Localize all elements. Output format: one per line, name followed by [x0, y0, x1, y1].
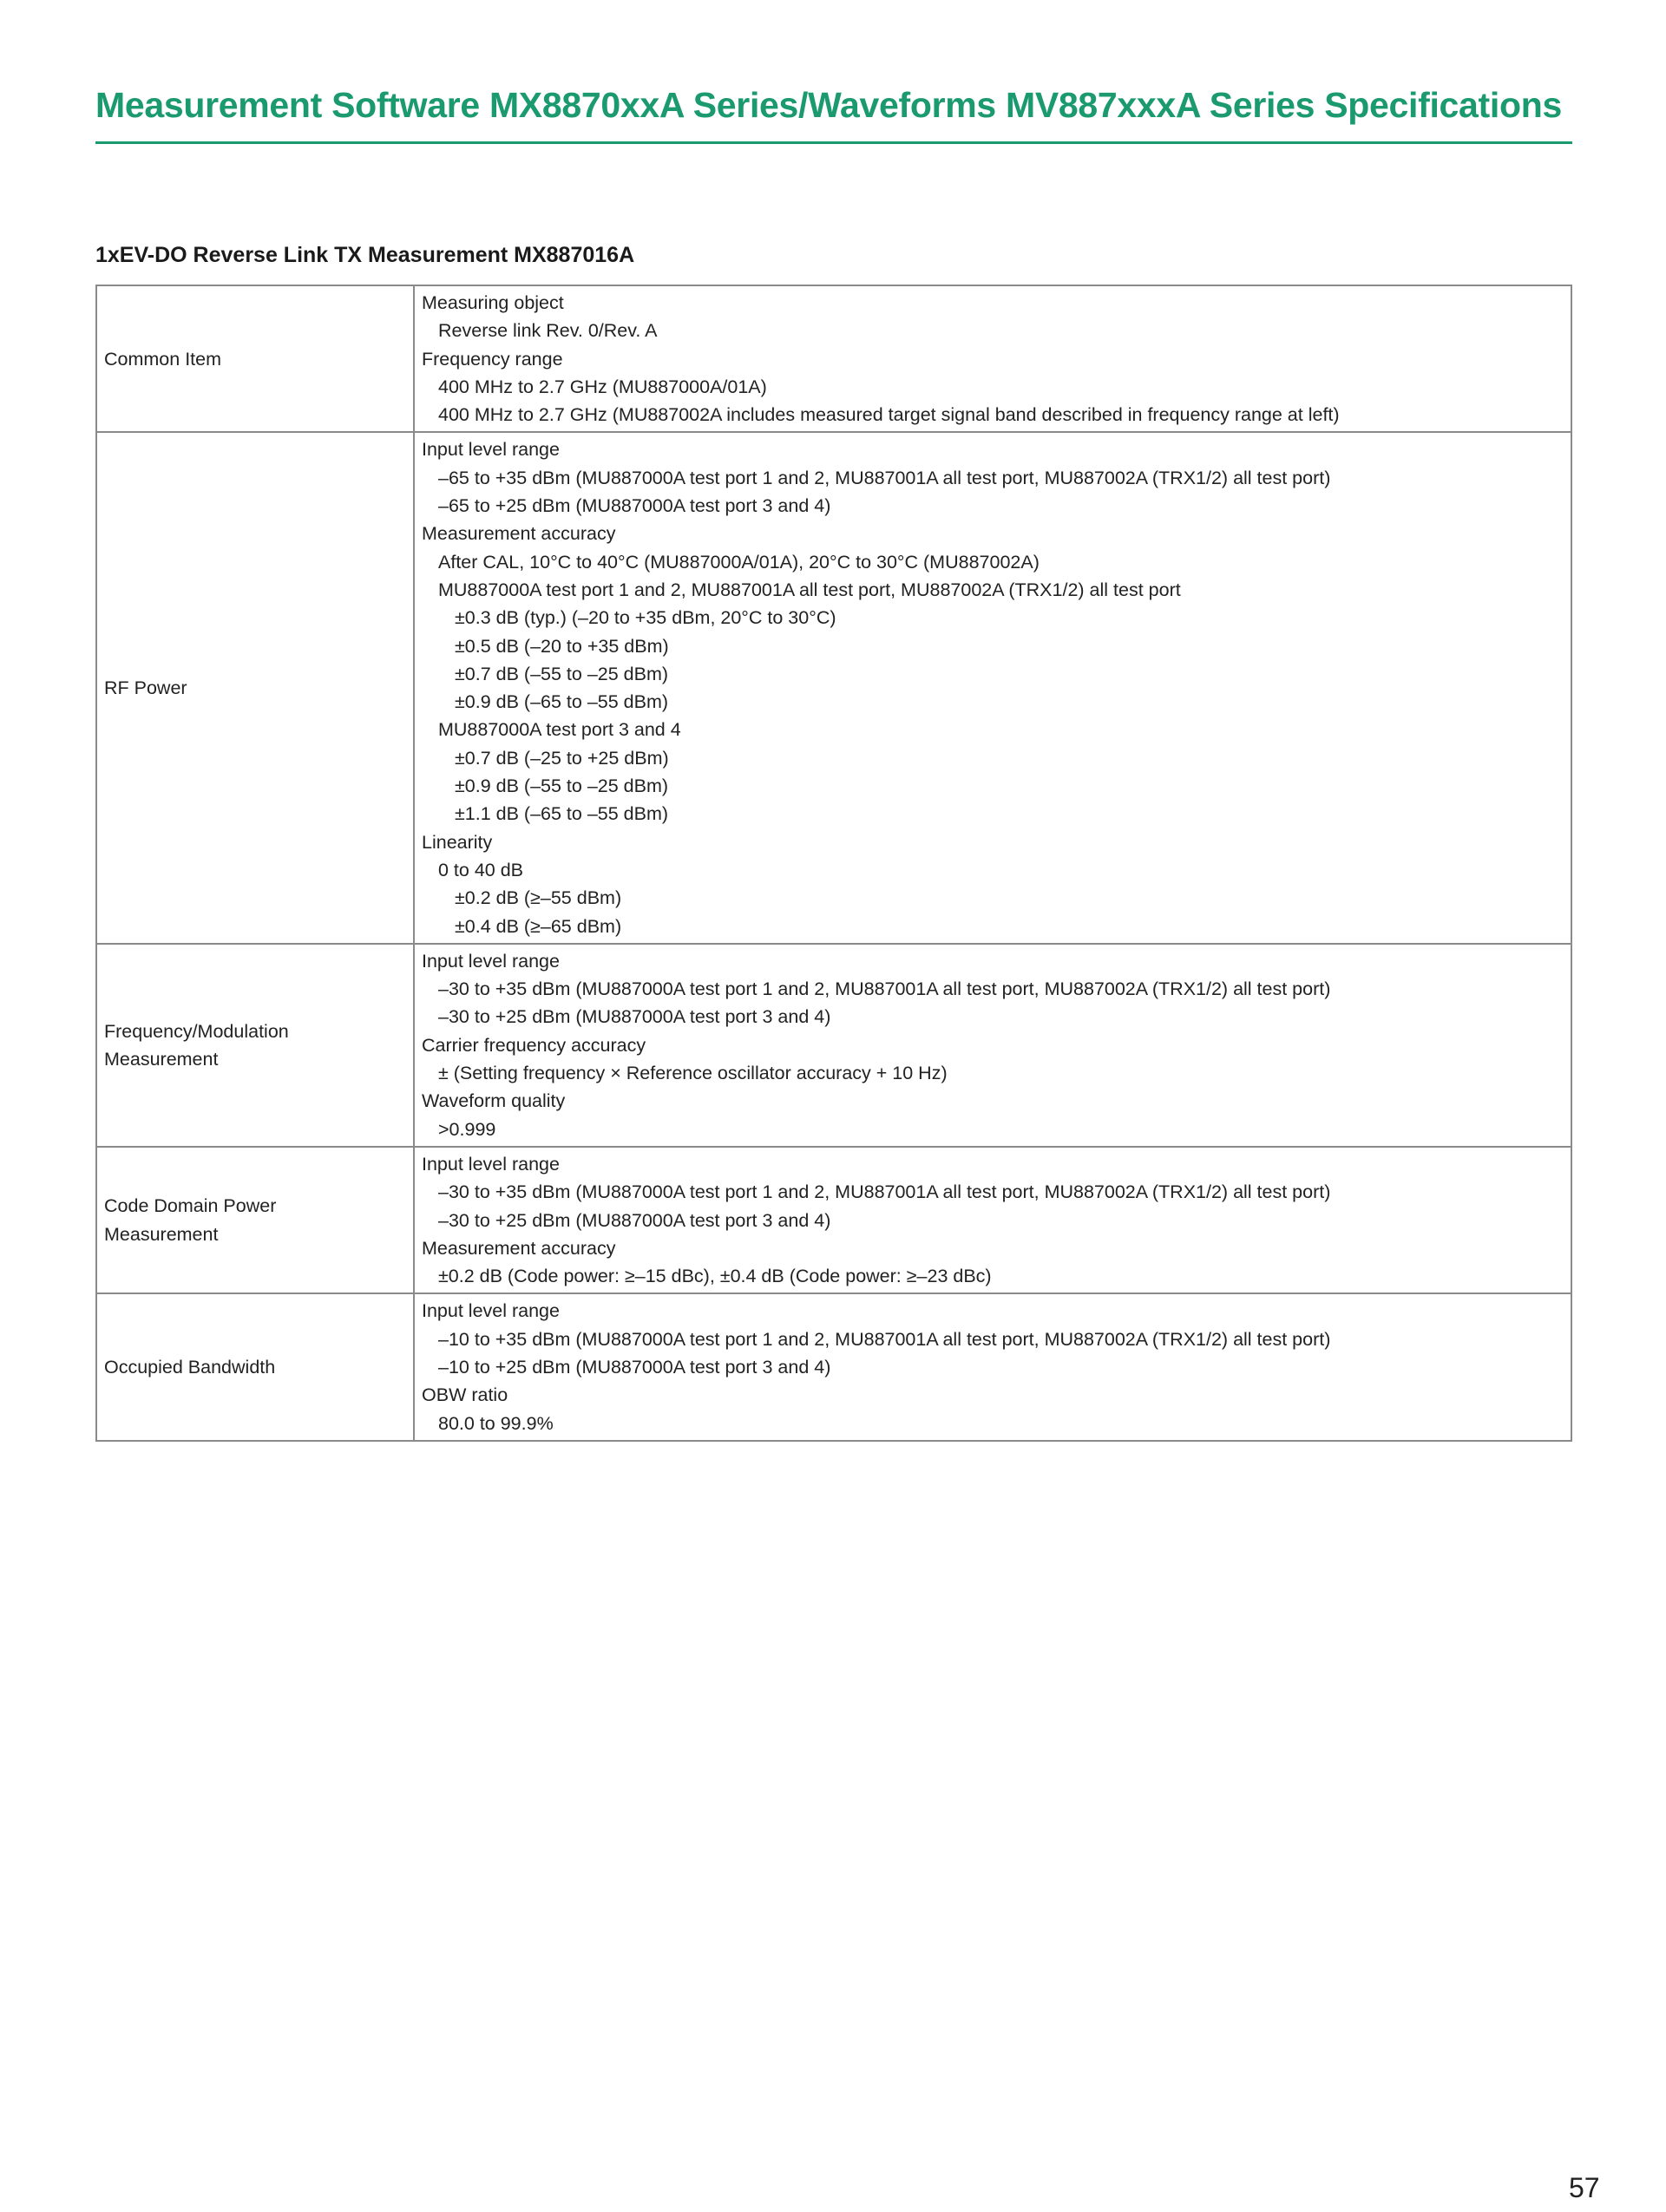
- spec-item-value: MU887000A test port 3 and 4: [438, 719, 681, 741]
- spec-item-heading: Input level range: [422, 1153, 560, 1175]
- section-heading: 1xEV-DO Reverse Link TX Measurement MX887016A: [95, 243, 635, 267]
- category-label: Measurement: [104, 1048, 219, 1070]
- spec-table: [95, 285, 1572, 1442]
- spec-table-body: [96, 285, 1571, 1441]
- spec-item-heading: Measurement accuracy: [422, 1237, 616, 1259]
- category-label: RF Power: [104, 677, 187, 698]
- table-row: [96, 1293, 1571, 1440]
- detail-cell: [414, 1293, 1571, 1440]
- spec-item-value: ±0.4 dB (≥–65 dBm): [455, 915, 622, 937]
- spec-item-value: >0.999: [438, 1118, 496, 1140]
- spec-item-value: ±1.1 dB (–65 to –55 dBm): [455, 803, 669, 825]
- spec-item-value: After CAL, 10°C to 40°C (MU887000A/01A), 20°C to 30°C (MU887002A): [438, 551, 1040, 573]
- spec-item-value: 80.0 to 99.9%: [438, 1412, 554, 1434]
- spec-item-value: Reverse link Rev. 0/Rev. A: [438, 320, 658, 342]
- spec-item-value: 400 MHz to 2.7 GHz (MU887002A includes measured target signal band described in frequency range at left): [438, 404, 1340, 426]
- category-cell: [96, 1293, 414, 1440]
- category-cell: [96, 944, 414, 1147]
- spec-item-value: –10 to +25 dBm (MU887000A test port 3 and 4): [438, 1356, 831, 1378]
- category-cell: [96, 285, 414, 432]
- spec-item-value: MU887000A test port 1 and 2, MU887001A all test port, MU887002A (TRX1/2) all test port: [438, 579, 1181, 600]
- spec-item-heading: Linearity: [422, 831, 493, 853]
- table-row: [96, 285, 1571, 432]
- table-row: [96, 1147, 1571, 1293]
- category-cell: [96, 1147, 414, 1293]
- spec-item-value: ± (Setting frequency × Reference oscillator accuracy + 10 Hz): [438, 1063, 948, 1084]
- spec-item-value: 0 to 40 dB: [438, 859, 524, 880]
- category-cell: [96, 432, 414, 943]
- spec-item-heading: Input level range: [422, 1300, 560, 1322]
- spec-item-value: –65 to +25 dBm (MU887000A test port 3 and 4): [438, 495, 831, 517]
- spec-item-value: –30 to +25 dBm (MU887000A test port 3 and 4): [438, 1209, 831, 1231]
- spec-item-heading: Measurement accuracy: [422, 523, 616, 545]
- table-row: [96, 944, 1571, 1147]
- detail-cell: [414, 285, 1571, 432]
- category-label: Frequency/Modulation: [104, 1020, 289, 1042]
- spec-item-value: ±0.9 dB (–55 to –25 dBm): [455, 776, 669, 797]
- detail-cell: [414, 1147, 1571, 1293]
- spec-item-value: ±0.2 dB (≥–55 dBm): [455, 887, 622, 909]
- detail-cell: [414, 432, 1571, 943]
- spec-item-value: –30 to +35 dBm (MU887000A test port 1 and 2, MU887001A all test port, MU887002A (TRX1/2) all test port): [438, 1181, 1331, 1203]
- category-label: Occupied Bandwidth: [104, 1356, 276, 1378]
- detail-cell: [414, 944, 1571, 1147]
- spec-item-value: ±0.7 dB (–25 to +25 dBm): [455, 747, 669, 769]
- spec-item-heading: Carrier frequency accuracy: [422, 1034, 646, 1056]
- spec-item-heading: OBW ratio: [422, 1384, 508, 1406]
- spec-item-value: ±0.5 dB (–20 to +35 dBm): [455, 635, 669, 657]
- spec-item-value: –10 to +35 dBm (MU887000A test port 1 and 2, MU887001A all test port, MU887002A (TRX1/2) all test port): [438, 1328, 1331, 1350]
- category-label: Code Domain Power: [104, 1195, 277, 1217]
- spec-item-value: –30 to +35 dBm (MU887000A test port 1 and 2, MU887001A all test port, MU887002A (TRX1/2) all test port): [438, 978, 1331, 1000]
- spec-item-value: –30 to +25 dBm (MU887000A test port 3 and 4): [438, 1006, 831, 1028]
- spec-item-value: ±0.7 dB (–55 to –25 dBm): [455, 663, 669, 684]
- spec-item-heading: Waveform quality: [422, 1090, 566, 1112]
- spec-item-heading: Measuring object: [422, 292, 564, 313]
- page-number: 57: [1569, 2172, 1600, 2203]
- table-row: [96, 432, 1571, 943]
- spec-item-value: ±0.2 dB (Code power: ≥–15 dBc), ±0.4 dB (Code power: ≥–23 dBc): [438, 1266, 992, 1287]
- category-label: Common Item: [104, 348, 222, 370]
- spec-item-value: –65 to +35 dBm (MU887000A test port 1 and 2, MU887001A all test port, MU887002A (TRX1/2) all test port): [438, 467, 1331, 488]
- spec-item-heading: Input level range: [422, 439, 560, 461]
- spec-item-value: 400 MHz to 2.7 GHz (MU887000A/01A): [438, 376, 767, 397]
- title-divider: [95, 141, 1572, 144]
- spec-item-value: ±0.9 dB (–65 to –55 dBm): [455, 691, 669, 713]
- category-label: Measurement: [104, 1223, 219, 1245]
- spec-item-value: ±0.3 dB (typ.) (–20 to +35 dBm, 20°C to 30°C): [455, 607, 836, 629]
- page-title: Measurement Software MX8870xxA Series/Waveforms MV887xxxA Series Specifications: [95, 85, 1562, 125]
- spec-item-heading: Frequency range: [422, 348, 563, 370]
- spec-item-heading: Input level range: [422, 950, 560, 972]
